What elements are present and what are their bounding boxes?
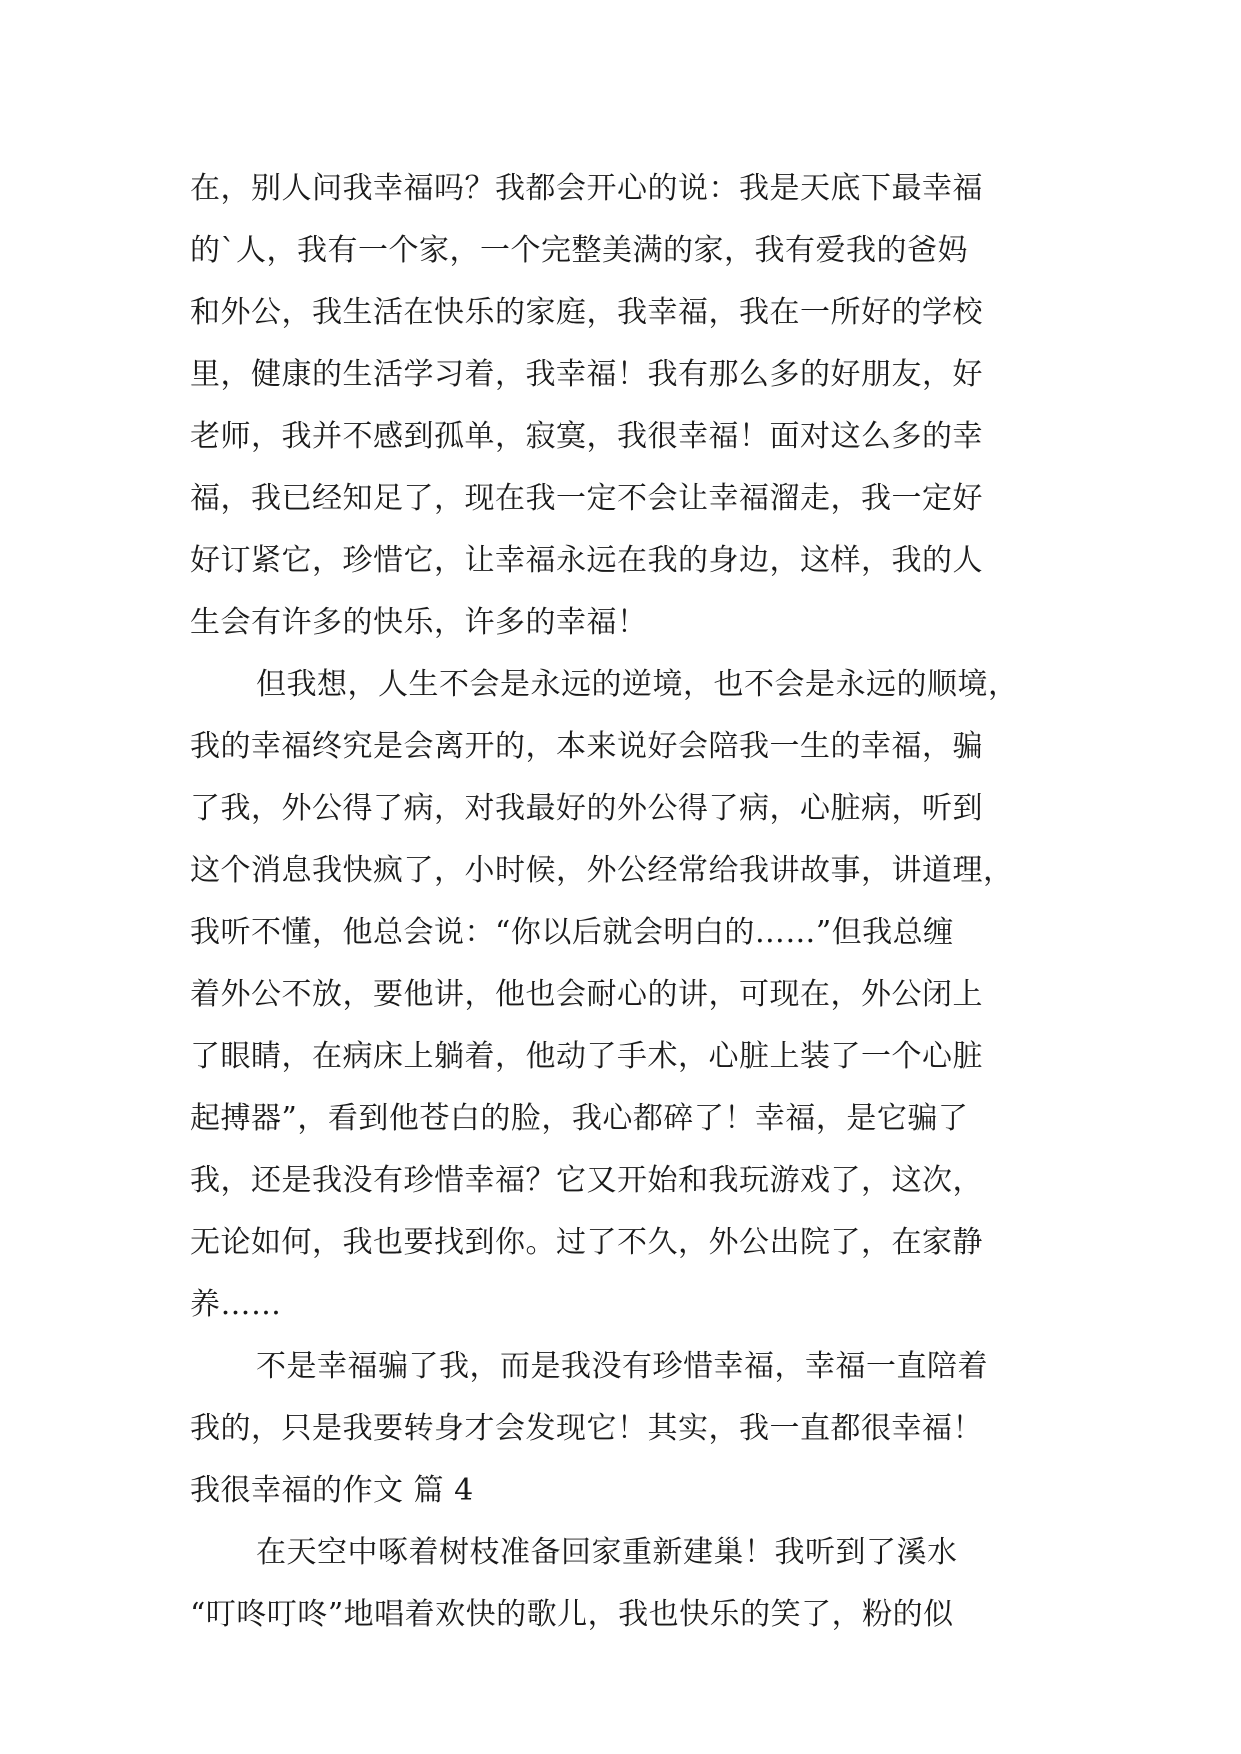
text-line: 起搏器”，看到他苍白的脸，我心都碎了！幸福，是它骗了 bbox=[190, 1101, 969, 1136]
text-line: 无论如何，我也要找到你。过了不久，外公出院了，在家静 bbox=[190, 1225, 983, 1260]
text-line: 着外公不放，要他讲，他也会耐心的讲，可现在，外公闭上 bbox=[190, 977, 983, 1012]
text-line: 但我想，人生不会是永远的逆境，也不会是永远的顺境， bbox=[256, 667, 1019, 702]
text-line: 我的幸福终究是会离开的，本来说好会陪我一生的幸福，骗 bbox=[190, 729, 983, 764]
text-line: 好订紧它，珍惜它，让幸福永远在我的身边，这样，我的人 bbox=[190, 543, 983, 578]
text-line: 我，还是我没有珍惜幸福？它又开始和我玩游戏了，这次， bbox=[190, 1163, 983, 1198]
text-line: 老师，我并不感到孤单，寂寞，我很幸福！面对这么多的幸 bbox=[190, 419, 983, 454]
text-line: 的`人，我有一个家，一个完整美满的家，我有爱我的爸妈 bbox=[190, 233, 968, 268]
text-line: 里，健康的生活学习着，我幸福！我有那么多的好朋友，好 bbox=[190, 357, 983, 392]
text-line: 了眼睛，在病床上躺着，他动了手术，心脏上装了一个心脏 bbox=[190, 1039, 983, 1074]
text-line: 养…… bbox=[190, 1287, 282, 1322]
paragraph-2 bbox=[190, 654, 1060, 1336]
text-line: 在天空中啄着树枝准备回家重新建巢！我听到了溪水 bbox=[256, 1535, 958, 1570]
text-line: 不是幸福骗了我，而是我没有珍惜幸福，幸福一直陪着 bbox=[256, 1349, 988, 1384]
text-line: 我听不懂，他总会说：“你以后就会明白的……”但我总缠 bbox=[190, 915, 954, 950]
paragraph-4 bbox=[190, 1522, 1060, 1646]
section-title: 我很幸福的作文 篇 4 bbox=[190, 1473, 474, 1508]
text-line: 了我，外公得了病，对我最好的外公得了病，心脏病，听到 bbox=[190, 791, 983, 826]
text-line: 我的，只是我要转身才会发现它！其实，我一直都很幸福！ bbox=[190, 1411, 983, 1446]
paragraph-1 bbox=[190, 158, 1060, 654]
document-page bbox=[190, 158, 1060, 1646]
text-line: 这个消息我快疯了，小时候，外公经常给我讲故事，讲道理， bbox=[190, 853, 1014, 888]
text-line: 福，我已经知足了，现在我一定不会让幸福溜走，我一定好 bbox=[190, 481, 983, 516]
paragraph-3 bbox=[190, 1336, 1060, 1460]
text-line: 在，别人问我幸福吗？我都会开心的说：我是天底下最幸福 bbox=[190, 171, 983, 206]
text-line: “叮咚叮咚”地唱着欢快的歌儿，我也快乐的笑了，粉的似 bbox=[190, 1597, 954, 1632]
text-line: 和外公，我生活在快乐的家庭，我幸福，我在一所好的学校 bbox=[190, 295, 983, 330]
text-line: 生会有许多的快乐，许多的幸福！ bbox=[190, 605, 648, 640]
section-heading bbox=[190, 1460, 1060, 1522]
